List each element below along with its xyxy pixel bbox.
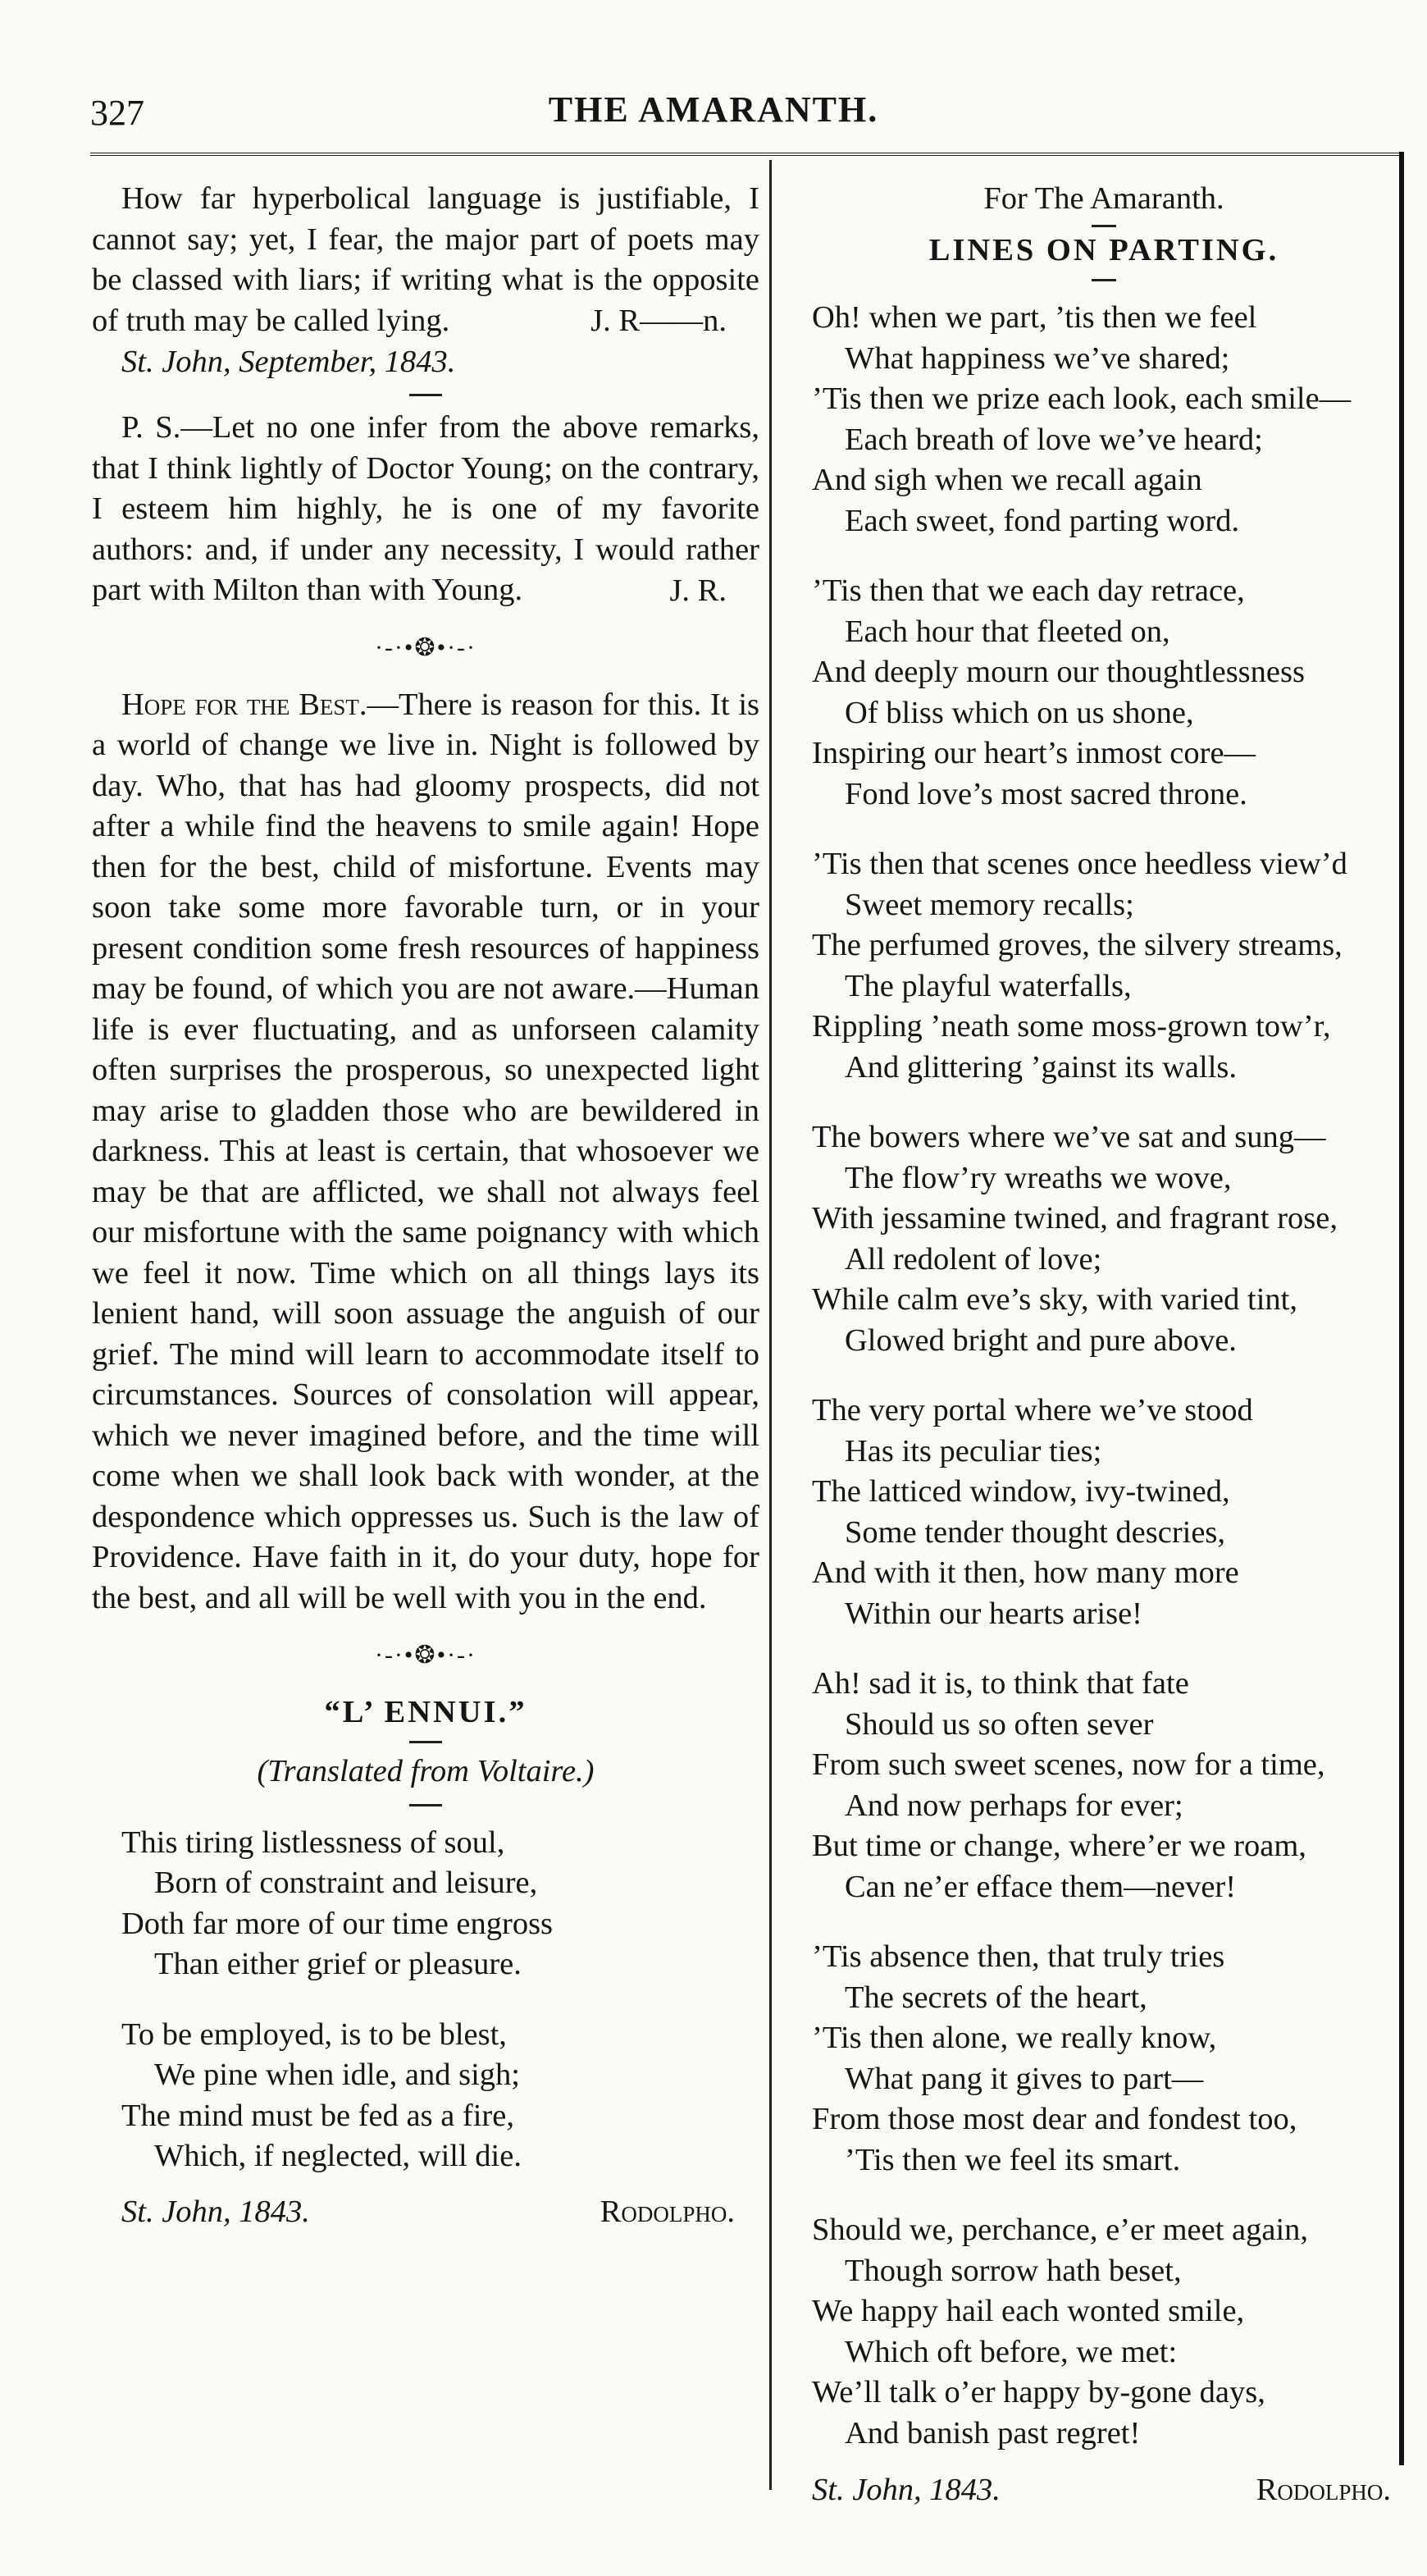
hope-paragraph — [92, 685, 759, 1619]
separator-dash — [409, 1741, 442, 1743]
ennui-stanza-2 — [92, 2015, 759, 2177]
poem-line: The playful waterfalls, — [845, 968, 1132, 1003]
poem-line: Each breath of love we’ve heard; — [845, 422, 1263, 457]
poem-line: The secrets of the heart, — [845, 1980, 1147, 2015]
poem-line: Oh! when we part, ’tis then we feel — [812, 300, 1257, 335]
poem-line: The perfumed groves, the silvery streams, — [812, 928, 1343, 962]
hope-heading: Hope for the Best. — [121, 687, 367, 722]
poem-line: The bowers where we’ve sat and sung— — [812, 1120, 1326, 1154]
separator-dash — [1092, 225, 1116, 227]
poem-line: Has its peculiar ties; — [845, 1433, 1102, 1468]
ennui-stanza-1 — [92, 1823, 759, 1985]
poem-line: The mind must be fed as a fire, — [121, 2098, 514, 2133]
poem-line: With jessamine twined, and fragrant rose, — [812, 1201, 1338, 1235]
poem-line: What happiness we’ve shared; — [845, 340, 1230, 376]
essay-closing-text: How far hyperbolical language is justifiable, I cannot say; yet, I fear, the major part of poets may be classed with liars; if writing what is the opposite of truth may be called lying. — [92, 181, 759, 338]
poem-line: ’Tis then that scenes once heedless view’d — [812, 847, 1347, 881]
poem-line: ’Tis then alone, we really know, — [812, 2021, 1217, 2055]
poem-signature-row — [812, 2470, 1396, 2511]
poem-line: Doth far more of our time engross — [121, 1906, 554, 1941]
poem-line: ’Tis then we feel its smart. — [845, 2142, 1181, 2177]
stanza-6 — [812, 1664, 1396, 1907]
poem-body — [812, 298, 1396, 2454]
poem-line: Sweet memory recalls; — [845, 887, 1134, 922]
poem-line: We pine when idle, and sigh; — [154, 2058, 520, 2092]
right-column — [812, 179, 1396, 2511]
poem-line: From those most dear and fondest too, — [812, 2102, 1297, 2136]
poem-line: Should us so often sever — [845, 1706, 1154, 1742]
poem-line: And deeply mourn our thoughtlessness — [812, 655, 1305, 689]
essay-place-date: St. John, September, 1843. — [121, 344, 456, 379]
poem-signature: Rodolpho. — [1256, 2473, 1391, 2507]
poem-line: Each hour that fleeted on, — [845, 614, 1170, 649]
stanza-2 — [812, 571, 1396, 815]
poem-place-date: St. John, 1843. — [812, 2473, 1001, 2507]
poem-line: Should we, perchance, e’er meet again, — [812, 2213, 1309, 2247]
poem-line: Though sorrow hath beset, — [845, 2253, 1182, 2288]
poem-line: And with it then, how many more — [812, 1555, 1239, 1590]
column-divider — [769, 160, 772, 2490]
poem-line: And glittering ’gainst its walls. — [845, 1049, 1237, 1085]
separator-dash — [409, 1804, 442, 1806]
poem-line: This tiring listlessness of soul, — [121, 1825, 505, 1860]
poem-line: Inspiring our heart’s inmost core— — [812, 736, 1256, 770]
poem-line: Than either grief or pleasure. — [154, 1947, 522, 1981]
poem-line: What pang it gives to part— — [845, 2061, 1204, 2096]
poem-line: Born of constraint and leisure, — [154, 1866, 538, 1900]
poem-source-line: For The Amaranth. — [983, 181, 1224, 216]
stanza-4 — [812, 1117, 1396, 1361]
poem-line: ’Tis absence then, that truly tries — [812, 1939, 1225, 1974]
poem-line: The flow’ry wreaths we wove, — [845, 1160, 1232, 1195]
poem-line: Some tender thought descries, — [845, 1514, 1226, 1550]
poem-line: ’Tis then we prize each look, each smile— — [812, 381, 1352, 416]
page-number: 327 — [90, 93, 144, 133]
ennui-subtitle: (Translated from Voltaire.) — [257, 1754, 595, 1788]
poem-line: Which, if neglected, will die. — [154, 2139, 522, 2173]
ennui-signature-row — [92, 2192, 759, 2233]
poem-line: All redolent of love; — [845, 1241, 1102, 1277]
poem-line: Which oft before, we met: — [845, 2334, 1178, 2369]
hope-body: —There is reason for this. It is a world of change we live in. Night is followed by day. Who, that has had gloomy prospects, did not after a while find the heavens to smile again! Hope then for the best, child of misfortune. Events may soon take some more favorable turn, or in your present condition some fresh resources of happiness may be found, of which you are not aware.—Human life is ever fluctuating, and as unforseen calamity often surprises the prosperous, so unexpected light may arise to gladden those who are bewildered in darkness. This at least is certain, that whosoever we may be that are afflicted, we shall not always feel our misfortune with the same poignancy with which we feel it now. Time which on all things lays its lenient hand, will soon assuage the anguish of our grief. The mind will learn to accommodate itself to circumstances. Sources of consolation will appear, which we never imagined before, and the time will come when we shall look back with wonder, at the despondence which oppresses us. Such is the law of Providence. Have faith in it, do your duty, hope for the best, and all will be well with you in the end. — [92, 687, 760, 1615]
poem-line: Ah! sad it is, to think that fate — [812, 1666, 1189, 1701]
ornament-divider: ·-·•❂•·-· — [374, 634, 477, 661]
poem-line: ’Tis then that we each day retrace, — [812, 573, 1245, 608]
poem-line: From such sweet scenes, now for a time, — [812, 1747, 1325, 1782]
stanza-1 — [812, 298, 1396, 541]
postscript-signature: J. R. — [669, 573, 727, 608]
ennui-title: “L’ ENNUI.” — [324, 1694, 527, 1729]
poem-line: Each sweet, fond parting word. — [845, 503, 1240, 538]
poem-title: LINES ON PARTING. — [928, 232, 1279, 267]
poem-line: But time or change, where’er we roam, — [812, 1829, 1306, 1863]
poem-line: The latticed window, ivy-twined, — [812, 1474, 1230, 1509]
essay-signature: J. R——n. — [590, 304, 727, 338]
postscript-text: P. S.—Let no one infer from the above remarks, that I think lightly of Doctor Young; on the contrary, I esteem him highly, he is one of my favorite authors: and, if under any necessity, I would rather part with Milton than with Young. — [92, 410, 759, 607]
poem-line: Can ne’er efface them—never! — [845, 1869, 1237, 1904]
poem-line: Glowed bright and pure above. — [845, 1322, 1237, 1358]
poem-line: And banish past regret! — [845, 2415, 1141, 2450]
poem-line: We happy hail each wonted smile, — [812, 2294, 1245, 2328]
ennui-place-date: St. John, 1843. — [121, 2194, 310, 2229]
poem-line: Of bliss which on us shone, — [845, 695, 1194, 730]
stanza-5 — [812, 1391, 1396, 1634]
poem-line: And sigh when we recall again — [812, 463, 1202, 497]
running-title: THE AMARANTH. — [548, 89, 879, 130]
stanza-7 — [812, 1937, 1396, 2181]
stanza-8 — [812, 2210, 1396, 2454]
poem-line: And now perhaps for ever; — [845, 1788, 1183, 1823]
header-rule — [90, 153, 1402, 159]
stanza-3 — [812, 844, 1396, 1088]
poem-line: Fond love’s most sacred throne. — [845, 776, 1247, 811]
left-column — [92, 179, 759, 2232]
poem-line: We’ll talk o’er happy by-gone days, — [812, 2375, 1265, 2409]
page-right-border — [1399, 152, 1404, 2465]
ennui-signature: Rodolpho. — [600, 2194, 735, 2229]
poem-line: Rippling ’neath some moss-grown tow’r, — [812, 1009, 1331, 1044]
poem-line: While calm eve’s sky, with varied tint, — [812, 1282, 1297, 1317]
poem-line: Within our hearts arise! — [845, 1596, 1143, 1631]
separator-dash — [1092, 279, 1116, 281]
poem-line: The very portal where we’ve stood — [812, 1393, 1253, 1427]
ornament-divider-2: ·-·•❂•·-· — [374, 1642, 477, 1669]
separator-dash — [409, 394, 442, 396]
poem-line: To be employed, is to be blest, — [121, 2016, 507, 2052]
